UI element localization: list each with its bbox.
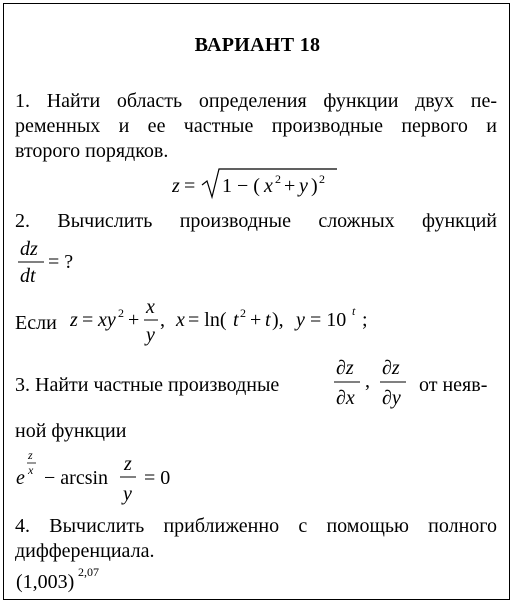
- partials-graphic: [334, 354, 414, 414]
- conditions-graphic: [70, 293, 430, 349]
- task3-text-b: от неяв-: [419, 374, 488, 396]
- svg-text:,: ,: [365, 370, 370, 392]
- svg-text:z: z: [70, 309, 78, 331]
- svg-text:y: y: [296, 309, 305, 331]
- variant-title: ВАРИАНТ 18: [194, 34, 321, 56]
- svg-text:(1,003): (1,003): [16, 571, 75, 593]
- svg-text:dz: dz: [20, 238, 38, 260]
- svg-text:∂z: ∂z: [336, 357, 354, 379]
- svg-text:2,07: 2,07: [78, 565, 99, 579]
- svg-text:=: =: [82, 309, 94, 331]
- svg-text:1 − (: 1 − (: [222, 175, 260, 197]
- svg-text:),: ),: [272, 309, 284, 331]
- task1-line1: 1. Найти область определения функции двух пе-: [15, 90, 497, 112]
- task3-partials: [334, 354, 414, 420]
- svg-text:+: +: [284, 175, 296, 197]
- svg-text:dt: dt: [20, 265, 36, 287]
- svg-text:y: y: [123, 483, 132, 505]
- svg-text:2: 2: [319, 172, 325, 186]
- svg-text:x: x: [146, 296, 155, 318]
- svg-text:z: z: [172, 175, 180, 197]
- svg-text:+: +: [250, 309, 262, 331]
- task3-text-a: 3. Найти частные производные: [15, 374, 280, 396]
- task3-line2: ной функции: [15, 420, 127, 442]
- sqrt-formula-graphic: [172, 165, 352, 201]
- svg-text:x: x: [264, 175, 273, 197]
- svg-text:− arcsin: − arcsin: [44, 467, 109, 489]
- svg-text:=: =: [184, 175, 196, 197]
- svg-text:2: 2: [240, 306, 246, 320]
- svg-text:y: y: [146, 324, 155, 346]
- svg-text:,: ,: [160, 309, 165, 331]
- svg-text:= ln(: = ln(: [188, 309, 227, 331]
- task2-conditions: [70, 293, 430, 355]
- implicit-equation-graphic: [16, 446, 216, 508]
- task2-text: 2. Вычислить производные сложных функций: [15, 210, 497, 232]
- svg-text:t: t: [352, 304, 356, 318]
- task4-line1: 4. Вычислить приближенно с помощью полного: [15, 515, 497, 537]
- svg-text:): ): [311, 175, 318, 197]
- svg-text:t: t: [233, 309, 239, 331]
- svg-text:z: z: [28, 448, 33, 462]
- task1-formula: [172, 165, 352, 207]
- svg-text:+: +: [128, 309, 140, 331]
- svg-text:xy: xy: [98, 309, 116, 331]
- svg-text:;: ;: [362, 309, 368, 331]
- svg-text:t: t: [265, 309, 271, 331]
- svg-text:x: x: [176, 309, 185, 331]
- svg-text:2: 2: [275, 172, 281, 186]
- dz-dt-graphic: [18, 236, 88, 288]
- svg-text:= ?: = ?: [48, 251, 74, 273]
- svg-text:∂x: ∂x: [336, 387, 355, 409]
- svg-text:= 10: = 10: [310, 309, 347, 331]
- svg-text:2: 2: [118, 306, 124, 320]
- task4-expression: [16, 560, 136, 602]
- svg-text:∂y: ∂y: [382, 387, 401, 409]
- svg-text:y: y: [299, 175, 308, 197]
- power-expression-graphic: [16, 560, 136, 596]
- svg-text:∂z: ∂z: [382, 357, 400, 379]
- task3-equation: [16, 446, 216, 514]
- task4-line2: дифференциала.: [15, 540, 155, 562]
- task2-if-label: Если: [15, 312, 57, 334]
- task2-derivative: [18, 236, 88, 294]
- svg-text:z: z: [124, 453, 132, 475]
- svg-text:= 0: = 0: [144, 467, 171, 489]
- svg-text:e: e: [16, 467, 25, 489]
- svg-text:x: x: [28, 463, 34, 477]
- task1-line3: второго порядков.: [15, 140, 169, 162]
- task1-line2: ременных и ее частные производные первого и: [15, 115, 497, 137]
